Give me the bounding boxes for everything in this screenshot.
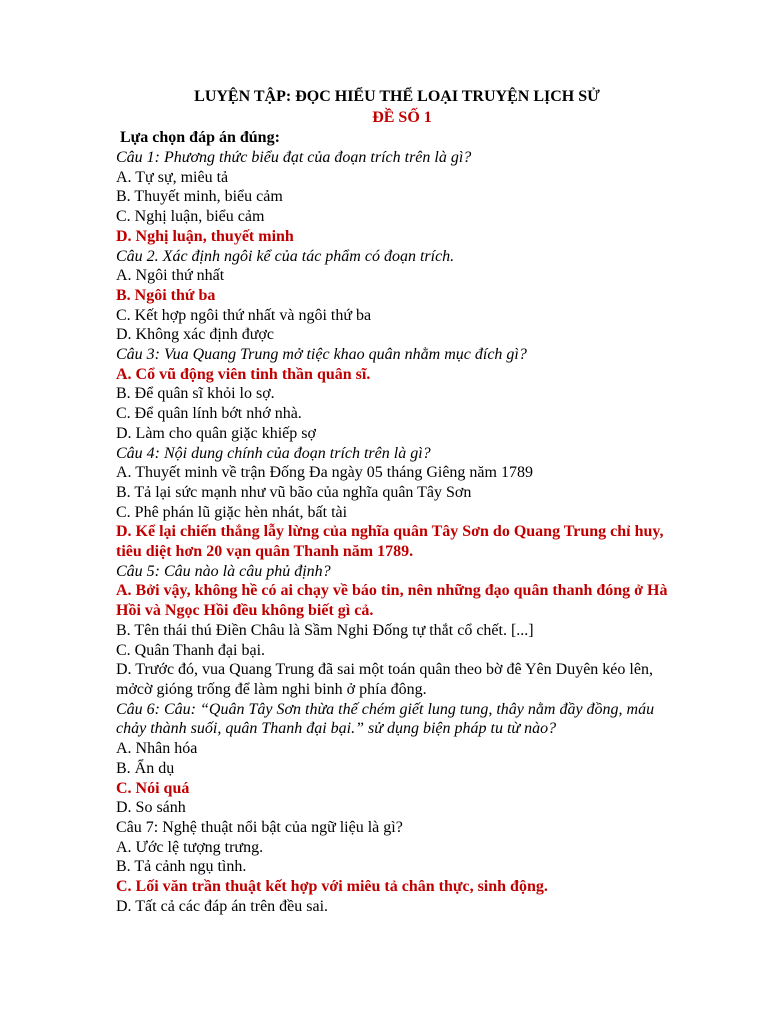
answer-option: A. Ngôi thứ nhất (116, 267, 225, 285)
correct-answer: D. Nghị luận, thuyết minh (116, 227, 294, 245)
answer-option: B. Thuyết minh, biểu cảm (116, 188, 283, 206)
correct-answer: A. Bởi vậy, không hề có ai chạy về báo tin, nên những đạo quân thanh đóng ở Hà Hồi và Ngọc Hồi đều không biết gì cả. (116, 582, 668, 620)
question-text: Câu 6: Câu: “Quân Tây Sơn thừa thế chém giết lung tung, thây nằm đầy đồng, máu chảy thành suối, quân Thanh đại bại.” sử dụng biện pháp tu từ nào? (116, 700, 655, 738)
answer-option: B. Tên thái thú Điền Châu là Sầm Nghi Đống tự thắt cổ chết. [...] (116, 621, 534, 639)
answer-option: D. Trước đó, vua Quang Trung đã sai một toán quân theo bờ đê Yên Duyên kéo lên, mởcờ gióng trống để làm nghi binh ở phía đông. (116, 661, 653, 698)
question-text: Câu 5: Câu nào là câu phủ định? (116, 562, 331, 580)
answer-option: A. Nhân hóa (116, 740, 198, 758)
answer-option: C. Phê phán lũ giặc hèn nhát, bất tài (116, 503, 348, 521)
answer-option: A. Tự sự, miêu tả (116, 168, 229, 186)
correct-answer: C. Lối văn trần thuật kết hợp với miêu tả chân thực, sinh động. (116, 878, 548, 896)
question-text: Câu 3: Vua Quang Trung mở tiệc khao quân nhằm mục đích gì? (116, 346, 527, 364)
correct-answer: D. Kể lại chiến thắng lẫy lừng của nghĩa quân Tây Sơn do Quang Trung chỉ huy, tiêu diệt hơn 20 vạn quân Thanh năm 1789. (116, 523, 664, 561)
answer-option: C. Kết hợp ngôi thứ nhất và ngôi thứ ba (116, 306, 372, 324)
correct-answer: A. Cổ vũ động viên tinh thần quân sĩ. (116, 365, 371, 383)
question-text: Câu 4: Nội dung chính của đoạn trích trên là gì? (116, 444, 431, 462)
answer-option: D. Làm cho quân giặc khiếp sợ (116, 424, 316, 442)
question-text: Câu 2. Xác định ngôi kể của tác phẩm có đoạn trích. (116, 247, 455, 265)
answer-option: C. Để quân lính bớt nhớ nhà. (116, 405, 302, 423)
instruction-text: Lựa chọn đáp án đúng: (120, 129, 280, 146)
answer-option: D. Tất cả các đáp án trên đều sai. (116, 897, 329, 915)
correct-answer: B. Ngôi thứ ba (116, 286, 216, 304)
answer-option: A. Ước lệ tượng trưng. (116, 838, 264, 856)
document-subtitle: ĐỀ SỐ 1 (372, 109, 432, 126)
answer-option: B. Tả lại sức mạnh như vũ bão của nghĩa quân Tây Sơn (116, 483, 472, 501)
answer-option: B. Để quân sĩ khỏi lo sợ. (116, 385, 275, 403)
document-title: LUYỆN TẬP: ĐỌC HIỂU THỂ LOẠI TRUYỆN LỊCH SỬ (194, 88, 600, 105)
answer-option: D. So sánh (116, 799, 186, 817)
answer-option: C. Nghị luận, biểu cảm (116, 208, 265, 226)
answer-option: B. Tả cảnh ngụ tình. (116, 858, 247, 876)
answer-option: C. Quân Thanh đại bại. (116, 641, 266, 659)
question-text: Câu 1: Phương thức biểu đạt của đoạn trích trên là gì? (116, 149, 472, 166)
answer-option: D. Không xác định được (116, 326, 274, 344)
answer-option: A. Thuyết minh về trận Đống Đa ngày 05 tháng Giêng năm 1789 (116, 464, 533, 482)
correct-answer: C. Nói quá (116, 779, 190, 797)
question-text: Câu 7: Nghệ thuật nổi bật của ngữ liệu là gì? (116, 818, 403, 836)
question-list (116, 148, 668, 916)
answer-option: B. Ẩn dụ (116, 759, 175, 777)
